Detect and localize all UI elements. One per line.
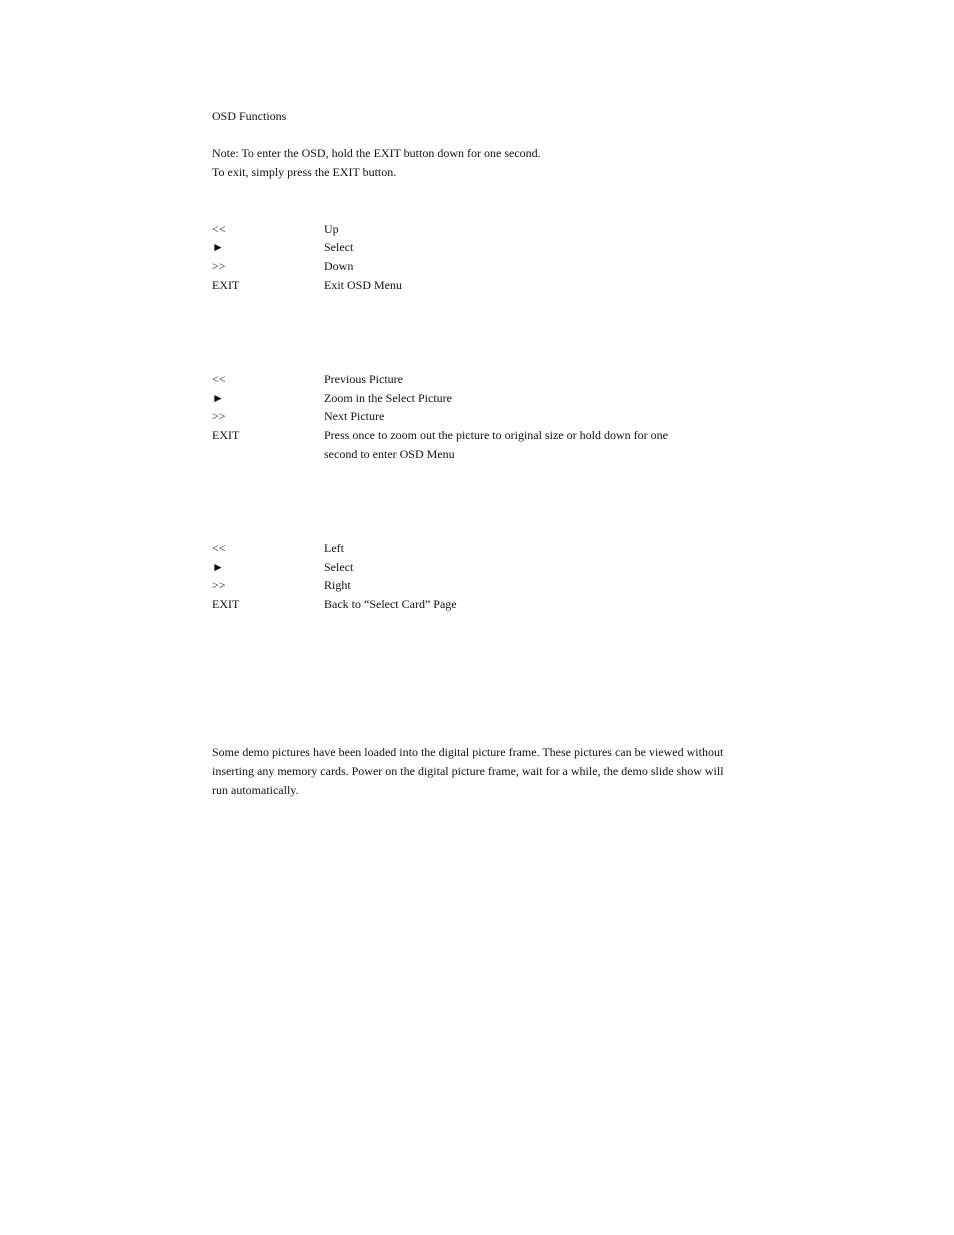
key-action: Exit OSD Menu bbox=[324, 278, 402, 292]
table-row bbox=[0, 257, 954, 276]
key-label: << bbox=[212, 372, 226, 386]
key-label: >> bbox=[212, 259, 226, 273]
key-label: >> bbox=[212, 578, 226, 592]
key-label: EXIT bbox=[212, 278, 240, 292]
table-row bbox=[0, 576, 954, 595]
key-action: Previous Picture bbox=[324, 372, 403, 386]
page-title: OSD Functions bbox=[212, 109, 287, 123]
table-row bbox=[0, 220, 954, 239]
note-line-1: Note: To enter the OSD, hold the EXIT button down for one second. bbox=[212, 146, 541, 160]
key-label: EXIT bbox=[212, 597, 240, 611]
key-label: ► bbox=[212, 391, 224, 405]
key-label: ► bbox=[212, 560, 224, 574]
demo-line-2: inserting any memory cards. Power on the digital picture frame, wait for a while, the demo slide show will bbox=[212, 764, 724, 778]
key-action: Zoom in the Select Picture bbox=[324, 391, 452, 405]
key-action: Back to “Select Card” Page bbox=[324, 597, 457, 611]
key-action: Down bbox=[324, 259, 354, 273]
key-action: Press once to zoom out the picture to original size or hold down for one bbox=[324, 428, 668, 442]
key-label: >> bbox=[212, 409, 226, 423]
table-row bbox=[0, 595, 954, 614]
table-row bbox=[0, 426, 954, 445]
demo-line-1: Some demo pictures have been loaded into the digital picture frame. These pictures can be viewed without bbox=[212, 745, 724, 759]
key-action: Right bbox=[324, 578, 351, 592]
key-label: EXIT bbox=[212, 428, 240, 442]
table-row-continuation bbox=[0, 445, 954, 464]
key-action: Next Picture bbox=[324, 409, 385, 423]
demo-line-3: run automatically. bbox=[212, 783, 299, 797]
key-label: ► bbox=[212, 240, 224, 254]
table-row bbox=[0, 558, 954, 577]
note-line-2: To exit, simply press the EXIT button. bbox=[212, 165, 397, 179]
table-row bbox=[0, 276, 954, 295]
table-row bbox=[0, 238, 954, 257]
table-row bbox=[0, 370, 954, 389]
key-action-continuation: second to enter OSD Menu bbox=[324, 447, 455, 461]
key-label: << bbox=[212, 222, 226, 236]
table-row bbox=[0, 407, 954, 426]
key-action: Up bbox=[324, 222, 339, 236]
table-row bbox=[0, 389, 954, 408]
table-row bbox=[0, 539, 954, 558]
key-label: << bbox=[212, 541, 226, 555]
key-action: Left bbox=[324, 541, 344, 555]
key-action: Select bbox=[324, 560, 354, 574]
key-action: Select bbox=[324, 240, 354, 254]
